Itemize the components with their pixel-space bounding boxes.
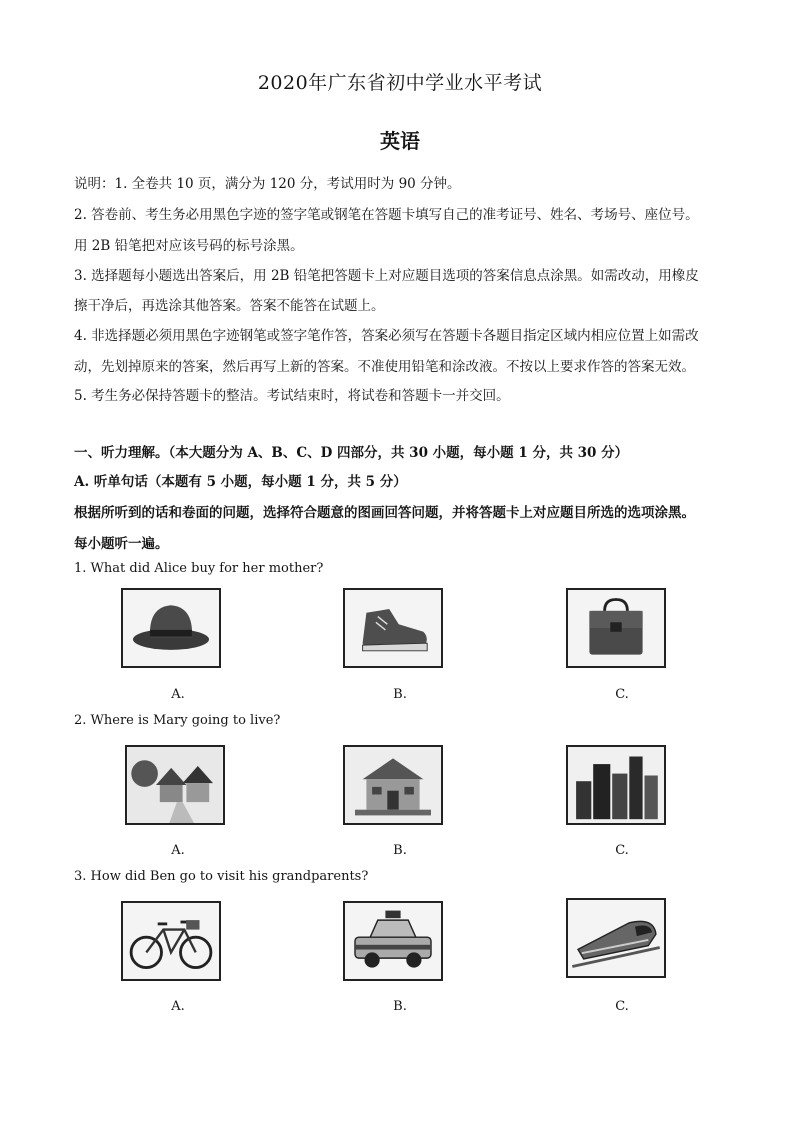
instruction-line: 擦干净后，再选涂其他答案。答案不能答在试题上。 — [74, 298, 385, 314]
instruction-line: 5. 考生务必保持答题卡的整洁。考试结束时，将试卷和答题卡一并交回。 — [74, 388, 510, 404]
option-label: B. — [393, 843, 407, 858]
bicycle-icon — [123, 903, 219, 979]
exam-title: 2020年广东省初中学业水平考试 — [257, 72, 543, 94]
directions-line: 每小题听一遍。 — [74, 536, 169, 552]
option-label: B. — [393, 687, 407, 702]
section-heading: 一、听力理解。（本大题分为 A、B、C、D 四部分，共 30 小题，每小题 1 分，共 30 分） — [74, 445, 629, 461]
option-1b-picture[interactable] — [343, 588, 443, 668]
option-1c-picture[interactable] — [566, 588, 666, 668]
hat-icon — [123, 590, 219, 666]
question-2: 2. Where is Mary going to live? — [74, 713, 281, 728]
option-3c-picture[interactable] — [566, 898, 666, 978]
directions-line: 根据所听到的话和卷面的问题，选择符合题意的图画回答问题，并将答题卡上对应题目所选的选项涂黑。 — [74, 505, 695, 521]
instruction-line: 动，先划掉原来的答案，然后再写上新的答案。不准使用铅笔和涂改液。不按以上要求作答的答案无效。 — [74, 359, 695, 375]
option-3a-picture[interactable] — [121, 901, 221, 981]
train-icon — [568, 900, 664, 976]
taxi-icon — [345, 903, 441, 979]
instruction-line: 2. 答卷前、考生务必用黑色字迹的签字笔或钢笔在答题卡填写自己的准考证号、姓名、考场号、座位号。 — [74, 207, 699, 223]
village-houses-icon — [127, 747, 223, 823]
instruction-line: 用 2B 铅笔把对应该号码的标号涂黑。 — [74, 238, 304, 254]
option-2a-picture[interactable] — [125, 745, 225, 825]
subject-title: 英语 — [380, 129, 420, 153]
instruction-line: 说明：1. 全卷共 10 页，满分为 120 分，考试用时为 90 分钟。 — [74, 176, 461, 192]
sneaker-icon — [345, 590, 441, 666]
question-3: 3. How did Ben go to visit his grandparents? — [74, 869, 369, 884]
instruction-line: 3. 选择题每小题选出答案后，用 2B 铅笔把答题卡上对应题目选项的答案信息点涂黑。如需改动，用橡皮 — [74, 268, 699, 284]
option-label: A. — [171, 999, 185, 1014]
option-1a-picture[interactable] — [121, 588, 221, 668]
option-2c-picture[interactable] — [566, 745, 666, 825]
instruction-line: 4. 非选择题必须用黑色字迹钢笔或签字笔作答，答案必须写在答题卡各题目指定区域内相应位置上如需改 — [74, 328, 699, 344]
bag-icon — [568, 590, 664, 666]
house-icon — [345, 747, 441, 823]
option-label: C. — [615, 999, 629, 1014]
option-label: C. — [615, 687, 629, 702]
part-a-heading: A. 听单句话（本题有 5 小题，每小题 1 分，共 5 分） — [74, 474, 407, 490]
question-1: 1. What did Alice buy for her mother? — [74, 561, 324, 576]
option-label: A. — [171, 843, 185, 858]
option-label: A. — [171, 687, 185, 702]
option-3b-picture[interactable] — [343, 901, 443, 981]
option-2b-picture[interactable] — [343, 745, 443, 825]
option-label: C. — [615, 843, 629, 858]
city-buildings-icon — [568, 747, 664, 823]
option-label: B. — [393, 999, 407, 1014]
